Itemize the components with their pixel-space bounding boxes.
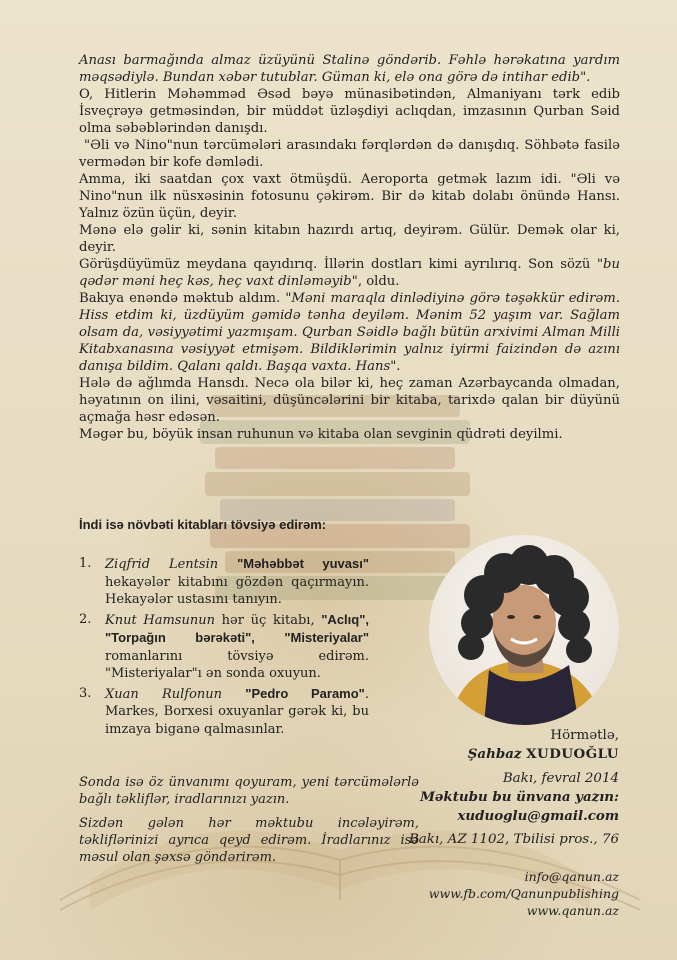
signature-address-label: Məktubu bu ünvana yazın: (420, 789, 619, 805)
closing-paragraph-2: Sizdən gələn hər məktubu incələyirəm, təkliflərinizi ayrıca qeyd edirəm. İradlarınız isə məsul olan şəxsə göndərirəm. (79, 816, 419, 865)
recommend-list (79, 555, 369, 738)
contact-facebook[interactable]: www.fb.com/Qanunpublishing (428, 886, 619, 901)
paragraph: Hələ də ağlımda Hansdı. Necə ola bilər ki, heç zaman Azərbaycanda olmadan, həyatının on ilini, vəsaitini, düşüncələrini bir kitaba, tarixdə qalan bir düyünü açmağa həsr edəsən. (79, 376, 620, 425)
paragraph: Bakıya enəndə məktub aldım. "Məni maraqla dinlədiyinə görə təşəkkür edirəm. Hiss etdim ki, üzdüyüm gəmidə tənha deyiləm. Mənim 52 yaşım var. Sağlam olsam da, vəsiyyətimi yazmışam. Qurban Səidlə bağlı bütün arxivimi Alman Milli Kitabxanasına vəsiyyət etmişəm. Bildiklərimin yalnız iyirmi faizindən də azını danışa bildim. Qalanı qaldı. Başqa vaxta. Hans". (79, 291, 620, 374)
recommend-heading: İndi isə növbəti kitabları tövsiyə edirəm: (79, 517, 327, 532)
paragraph: Mənə elə gəlir ki, sənin kitabın hazırdı artıq, deyirəm. Gülür. Demək olar ki, deyir. (79, 223, 620, 255)
paragraph: Məgər bu, böyük insan ruhunun və kitaba olan sevginin qüdrəti deyilmi. (79, 427, 563, 442)
paragraph: Anası barmağında almaz üzüyünü Stalinə göndərib. Fəhlə hərəkatına yardım məqsədiylə. Bundan xəbər tutublar. Güman ki, elə ona görə də intihar edib". (79, 53, 620, 85)
signature-place-date: Bakı, fevral 2014 (502, 771, 619, 786)
paragraph: "Əli və Nino"nun tərcümələri arasındakı fərqlərdən də danışdıq. Söhbətə fasilə vermədən bir kofe dəmlədi. (79, 138, 620, 170)
list-item: 1. Ziqfrid Lentsin "Məhəbbət yuvası" hekayələr kitabını gözdən qaçırmayın. Hekayələr ustasını tanıyın. (79, 556, 369, 607)
contact-website[interactable]: www.qanun.az (526, 903, 619, 918)
signature-address: Bakı, AZ 1102, Tbilisi pros., 76 (408, 832, 619, 847)
signature-greeting: Hörmətlə, (550, 728, 619, 743)
paragraph: Amma, iki saatdan çox vaxt ötmüşdü. Aeroporta getmək lazım idi. "Əli və Nino"nun ilk nüsxəsinin fotosunu çəkirəm. Bir də kitab dolabı önündə Hansı. Yalnız özün üçün, deyir. (79, 172, 620, 221)
publisher-contacts (429, 868, 619, 919)
paragraph: O, Hitlerin Məhəmməd Əsəd bəyə münasibətindən, Almaniyanı tərk edib İsveçrəyə getməsindən, bir müddət üzləşdiyi aclıqdan, imzasının Qurban Səid olma səbəblərindən danışdı. (79, 87, 620, 136)
closing-paragraph-1: Sonda isə öz ünvanımı qoyuram, yeni tərcümələrlə bağlı təkliflər, iradlarınızı yazın. (79, 775, 419, 807)
signature-email[interactable]: xuduoglu@gmail.com (457, 808, 619, 824)
list-item: 2. Knut Hamsunun hər üç kitabı, "Aclıq", "Torpağın bərəkəti", "Misteriyalar" romanlarını tövsiyə edirəm. "Misteriyalar"ı ən sonda oxuyun. (79, 611, 369, 681)
letter-body (79, 52, 620, 443)
signature-name: Şahbaz XUDUOĞLU (467, 746, 619, 762)
paragraph: Görüşdüyümüz meydana qayıdırıq. İllərin dostları kimi ayrılırıq. Son sözü "bu qədər məni heç kəs, heç vaxt dinləməyib", oldu. (79, 257, 620, 289)
author-portrait (429, 535, 619, 725)
contact-email[interactable]: info@qanun.az (524, 869, 619, 884)
list-item: 3. Xuan Rulfonun "Pedro Paramo". Markes, Borxesi oxuyanlar gərək ki, bu imzaya biganə qalmasınlar. (79, 685, 369, 737)
